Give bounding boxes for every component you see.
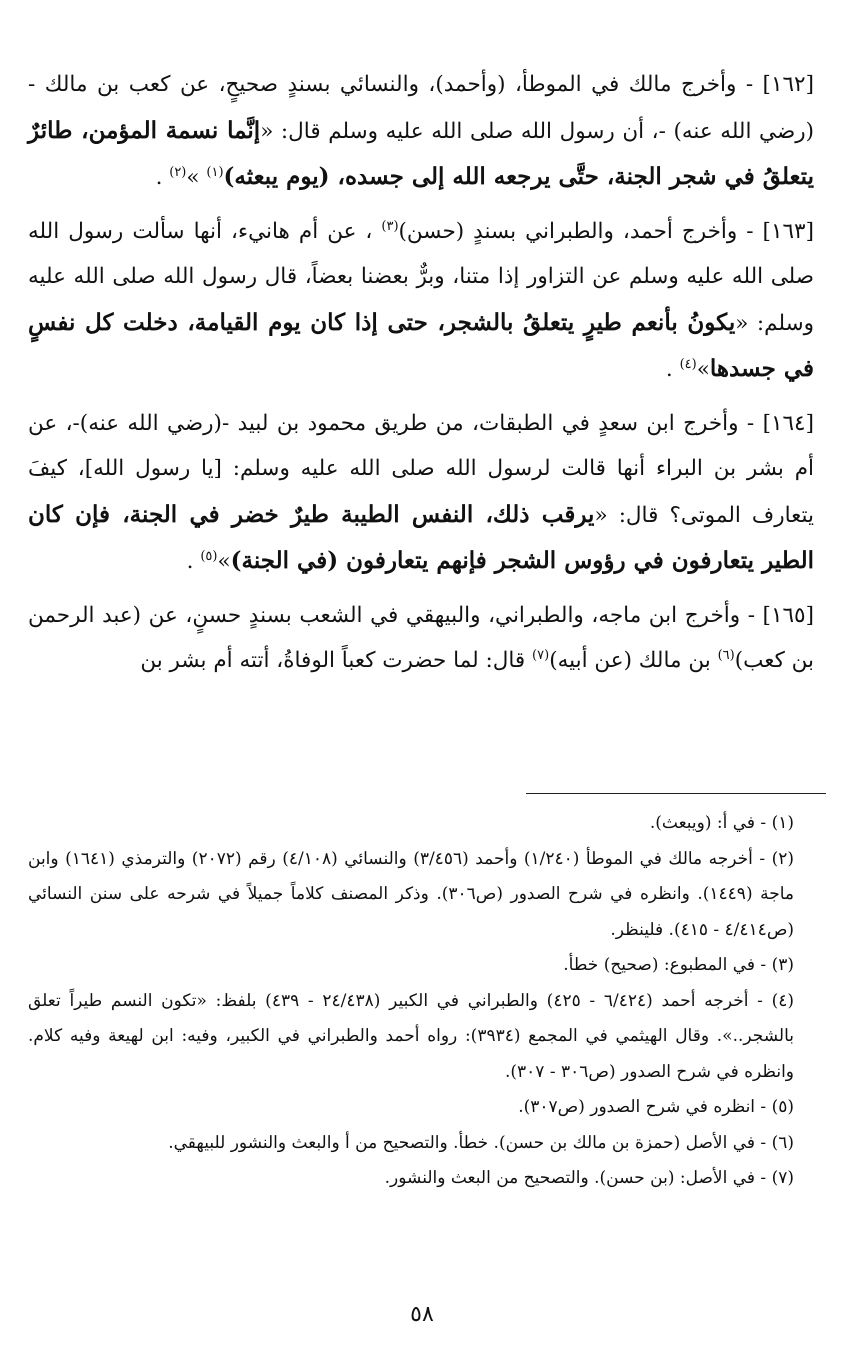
footnote-ref: (٢) — [169, 164, 187, 180]
footnote-ref: (٤) — [679, 356, 697, 372]
footnote-ref: (٣) — [381, 218, 399, 234]
text-segment: [١٦٥] - وأخرج ابن ماجه، والطبراني، والبيهقي في الشعب بسندٍ حسنٍ، عن (عبد الرحمن بن كعب) — [28, 602, 814, 673]
footnote-1: (١) - في أ: (ويبعث). — [649, 813, 794, 833]
text-segment: » — [696, 357, 710, 382]
footnote-4: (٤) - أخرجه أحمد (٦/٤٢٤ - ٤٢٥) والطبراني في الكبير (٢٤/٤٣٨ - ٤٣٩) بلفظ: «تكون النسم طيراً تعلق بالشجر..». وقال الهيثمي في المجمع (٣٩٣٤): رواه أحمد والطبراني في الكبير، وفيه: ابن لهيعة وفيه كلام. وانظره في شرح الصدور (ص٣٠٦ - ٣٠٧). — [28, 990, 795, 1082]
footnote-ref: (٦) — [717, 647, 735, 663]
footnote-ref: (٧) — [532, 647, 550, 663]
text-segment: [١٦٤] - وأخرج ابن سعدٍ في الطبقات، من طريق محمود بن لبيد -(رضي الله عنه)-، عن أم بشر بن البراء أنها قالت لرسول الله صلى الله عليه وسلم: [يا رسول الله]، كيفَ يتعارف الموتى؟ قال: « — [28, 410, 814, 528]
paragraph-163 — [28, 209, 814, 393]
footnote-2: (٢) - أخرجه مالك في الموطأ (١/٢٤٠) وأحمد (٣/٤٥٦) والنسائي (٤/١٠٨) رقم (٢٠٧٢) والترمذي (١٦٤١) وابن ماجة (١٤٤٩). وانظره في شرح الصدور (ص٣٠٦). وذكر المصنف كلاماً جميلاً في شرحه على سنن النسائي (ص٤/٤١٤ - ٤١٥). فلينظر. — [28, 848, 794, 940]
paragraph-165 — [28, 593, 814, 684]
hadith-text: يكونُ بأنعم طيرٍ يتعلقُ بالشجر، حتى إذا كان يوم القيامة، دخلت كل نفسٍ في جسدها — [28, 308, 814, 382]
text-segment: . — [665, 357, 680, 382]
footnotes-section — [28, 806, 814, 1197]
text-segment: . — [186, 549, 201, 574]
footnote-6: (٦) - في الأصل (حمزة بن مالك بن حسن). خطأ. والتصحيح من أ والبعث والنشور للبيهقي. — [168, 1132, 794, 1153]
text-segment: قال: لما حضرت كعباً الوفاةُ، أتته أم بشر بن — [140, 648, 533, 673]
text-segment: » — [217, 549, 231, 574]
text-segment: ، عن أم هانيء، أنها سألت رسول الله صلى الله عليه وسلم عن التزاور إذا متنا، وبرٌّ بعضنا بعضاً، قال رسول الله صلى الله عليه وسلم: « — [28, 218, 814, 336]
paragraph-162 — [28, 62, 814, 201]
footnote-5: (٥) - انظره في شرح الصدور (ص٣٠٧). — [518, 1097, 794, 1117]
footnote-ref: (١) — [206, 164, 224, 180]
main-text — [28, 62, 814, 692]
text-segment: . — [155, 165, 170, 190]
footnote-7: (٧) - في الأصل: (بن حسن). والتصحيح من البعث والنشور. — [384, 1168, 794, 1188]
hadith-text: إنَّما نسمة المؤمن، طائرٌ يتعلقُ في شجر الجنة، حتَّى يرجعه الله إلى جسده، (يوم يبعثه) — [28, 116, 814, 190]
hadith-text: يرقب ذلك، النفس الطيبة طيرٌ خضر في الجنة، فإن كان الطير يتعارفون في رؤوس الشجر فإنهم يتعارفون (في الجنة) — [28, 500, 814, 574]
footnote-ref: (٥) — [200, 548, 218, 564]
page-number: ٥٨ — [410, 1302, 434, 1327]
footnote-3: (٣) - في المطبوع: (صحيح) خطأ. — [563, 955, 794, 975]
text-segment: » — [186, 165, 207, 190]
text-segment: [١٦٣] - وأخرج أحمد، والطبراني بسندٍ (حسن) — [398, 218, 814, 244]
footnote-separator — [526, 793, 826, 794]
text-segment: [١٦٢] - وأخرج مالك في الموطأ، (وأحمد)، والنسائي بسندٍ صحيحٍ، عن كعب بن مالك - (رضي الله عنه) -، أن رسول الله صلى الله عليه وسلم قال: « — [28, 72, 814, 144]
text-segment: بن مالك (عن أبيه) — [549, 648, 718, 673]
paragraph-164 — [28, 401, 814, 585]
